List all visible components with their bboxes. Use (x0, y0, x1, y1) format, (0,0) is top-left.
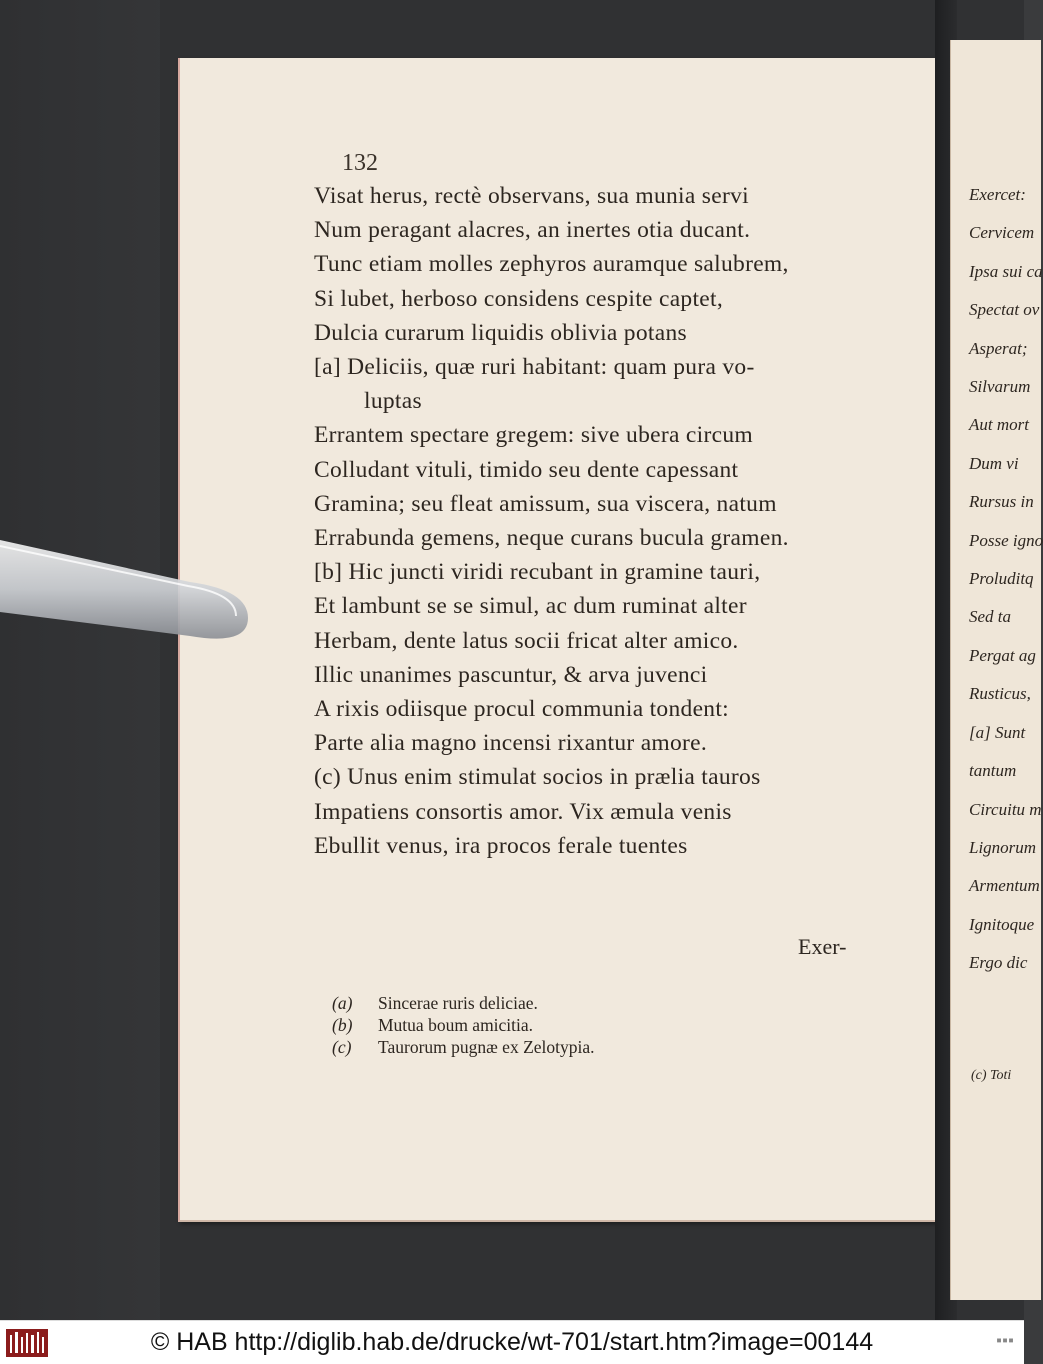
verse-line: [a] Deliciis, quæ ruri habitant: quam pura vo- (314, 354, 755, 381)
next-page-line: Proluditq (969, 569, 1034, 589)
next-page-line: Asperat; (969, 338, 1028, 358)
book-page-right-edge (950, 40, 1041, 1300)
next-page-line: Lignorum (969, 837, 1037, 857)
next-page-line: Cervicem (969, 223, 1035, 243)
verse-line: Tunc etiam molles zephyros auramque salubrem, (314, 251, 789, 278)
next-page-text (951, 40, 1041, 983)
page-number: 132 (342, 150, 378, 176)
next-page-line: Dum vi (969, 453, 1019, 473)
catchword: Exer- (798, 934, 847, 959)
book-page-left (178, 58, 946, 1222)
next-page-line: Circuitu m (969, 799, 1042, 819)
verse-line: Errantem spectare gregem: sive ubera circum (314, 422, 753, 449)
footnote-mark: (c) (332, 1037, 352, 1057)
next-page-line: Ipsa sui ca (969, 261, 1043, 281)
next-page-footnote: (c) Toti (971, 1068, 1012, 1083)
next-page-line: Exercet: (969, 185, 1026, 204)
next-page-line: Rusticus, (969, 684, 1031, 704)
next-page-line: Aut mort (969, 415, 1029, 435)
verse-line: A rixis odiisque procul communia tondent: (314, 696, 730, 723)
footnote-text: Sincerae ruris deliciae. (378, 993, 538, 1013)
footnote (332, 1014, 595, 1036)
next-page-line: Pergat ag (969, 645, 1036, 665)
footnote (332, 992, 595, 1014)
verse-line: Errabunda gemens, neque curans bucula gramen. (314, 525, 789, 552)
verse-line: Visat herus, rectè observans, sua munia servi (314, 183, 749, 209)
verse-line: Si lubet, herboso considens cespite captet, (314, 285, 724, 312)
next-page-line: Armentum (969, 876, 1040, 896)
next-page-line: Ergo dic (969, 953, 1028, 973)
page-text-block (314, 150, 874, 863)
verse-line: [b] Hic juncti viridi recubant in gramine tauri, (314, 559, 761, 586)
footnote-mark: (a) (332, 993, 353, 1013)
footnote-text: Mutua boum amicitia. (378, 1015, 534, 1035)
footnote-text: Taurorum pugnæ ex Zelotypia. (378, 1037, 595, 1057)
verse-line-continuation: luptas (364, 388, 422, 415)
footnote-mark: (b) (332, 1015, 353, 1035)
footer-bar (0, 1320, 1024, 1364)
next-page-line: Sed ta (969, 607, 1012, 627)
next-page-line: Spectat ov (969, 300, 1040, 320)
footnotes (332, 992, 595, 1058)
next-page-line: tantum (969, 761, 1017, 781)
dots-icon: ▪▪▪ (995, 1335, 1014, 1346)
verse-line: Herbam, dente latus socii fricat alter amico. (314, 627, 739, 654)
next-page-line: Silvarum (969, 377, 1031, 397)
verse-line: Num peragant alacres, an inertes otia ducant. (314, 217, 751, 244)
verse-line: Gramina; seu fleat amissum, sua viscera, natum (314, 490, 777, 517)
copyright-url[interactable]: © HAB http://diglib.hab.de/drucke/wt-701/start.htm?image=00144 (150, 1328, 874, 1356)
next-page-line: [a] Sunt (969, 722, 1026, 742)
footnote (332, 1036, 595, 1058)
verse-line: Impatiens consortis amor. Vix æmula venis (314, 798, 732, 825)
next-page-line: Posse igno (969, 530, 1043, 550)
verse-line: Colludant vituli, timido seu dente capessant (314, 456, 739, 483)
verse-line: (c) Unus enim stimulat socios in prælia tauros (314, 764, 761, 791)
verse-line: Dulcia curarum liquidis oblivia potans (314, 319, 687, 346)
page-clamp (0, 520, 256, 640)
verse-line: Ebullit venus, ira procos ferale tuentes (314, 832, 688, 859)
verse-line: Illic unanimes pascuntur, & arva juvenci (314, 661, 708, 688)
verse-line: Parte alia magno incensi rixantur amore. (314, 730, 708, 757)
next-page-line: Ignitoque (969, 914, 1035, 934)
next-page-line: Rursus in (969, 492, 1034, 512)
verse-line: Et lambunt se se simul, ac dum ruminat alter (314, 593, 747, 620)
verse-line (314, 384, 874, 418)
